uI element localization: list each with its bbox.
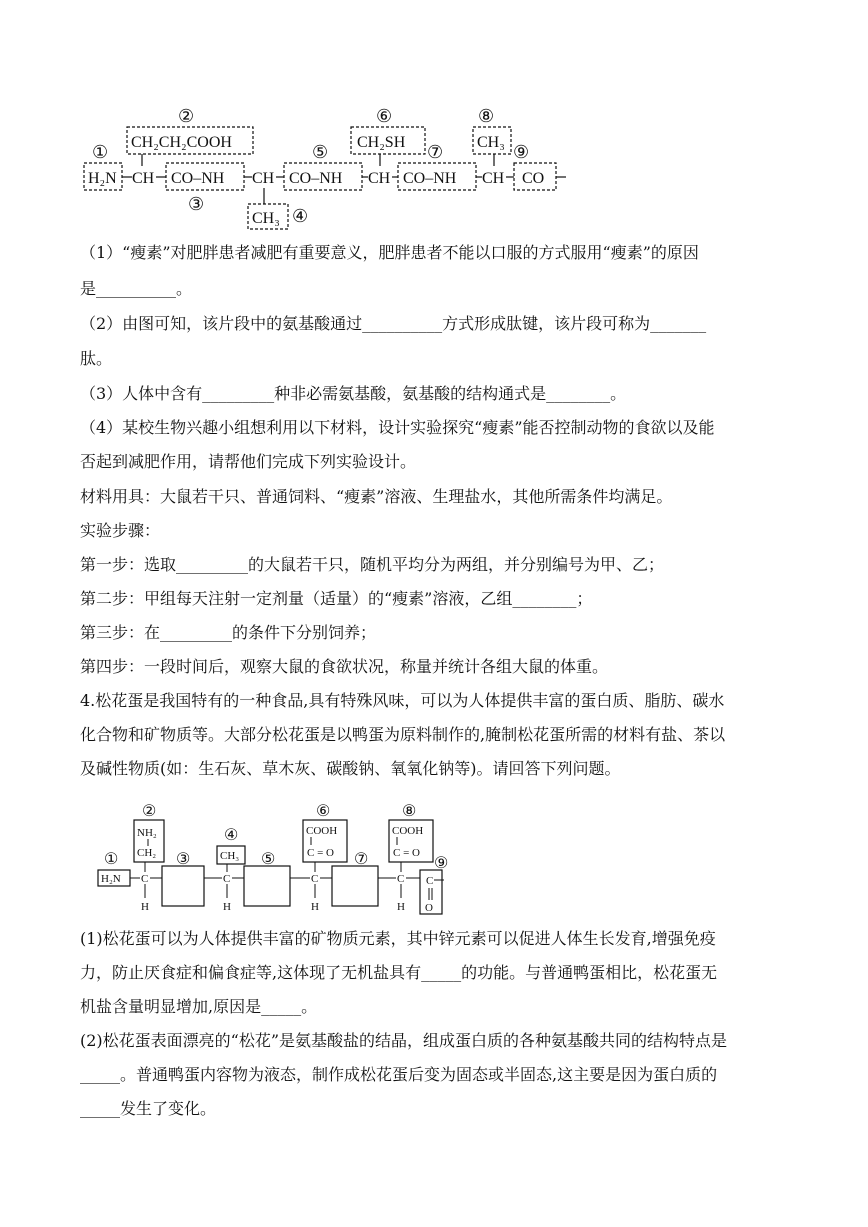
- label-4: ④: [292, 206, 309, 226]
- label-6: ⑥: [316, 803, 331, 820]
- h-4: H: [397, 901, 405, 913]
- conh-3: CO–NH: [403, 170, 457, 187]
- label-2: ②: [142, 803, 157, 820]
- box-5: [244, 866, 290, 906]
- ch-2: CH: [252, 170, 275, 187]
- h2n-text: H₂N: [88, 170, 117, 187]
- ch3-2: CH₃: [477, 134, 505, 151]
- label-9: ⑨: [513, 142, 530, 162]
- label-8: ⑧: [402, 803, 417, 820]
- h-3: H: [311, 901, 319, 913]
- text-line: _____。普通鸭蛋内容物为液态，制作成松花蛋后变为固态或半固态,这主要是因为蛋白质的: [80, 1065, 718, 1084]
- text-line: _____发生了变化。: [80, 1099, 217, 1118]
- ch2ch2cooh-text: CH₂CH₂COOH: [131, 134, 232, 151]
- text-line: 实验步骤：: [80, 521, 161, 540]
- label-3: ③: [188, 194, 205, 214]
- ch-1: CH: [132, 170, 155, 187]
- label-6: ⑥: [376, 106, 393, 126]
- c-1: C: [141, 873, 149, 885]
- label-1: ①: [104, 851, 119, 868]
- conh-1: CO–NH: [171, 170, 225, 187]
- label-7: ⑦: [354, 851, 369, 868]
- text-line: 力，防止厌食症和偏食症等,这体现了无机盐具有_____的功能。与普通鸭蛋相比，松花蛋无: [80, 963, 718, 982]
- text-line: 及碱性物质(如：生石灰、草木灰、碳酸钠、氧氧化钠等)。请回答下列问题。: [80, 759, 621, 778]
- c-4: C: [397, 873, 405, 885]
- text-line: 4.松花蛋是我国特有的一种食品,具有特殊风味，可以为人体提供丰富的蛋白质、脂肪、碳水: [80, 691, 725, 710]
- text-line: 第三步：在_________的条件下分别饲养；: [80, 623, 377, 642]
- label-8: ⑧: [478, 106, 495, 126]
- ch2-text: CH₂: [137, 847, 157, 859]
- text-line: 第一步：选取_________的大鼠若干只，随机平均分为两组，并分别编号为甲、乙；: [80, 555, 665, 574]
- ch-3: CH: [368, 170, 391, 187]
- ch2sh-text: CH₂SH: [357, 134, 406, 151]
- text-line: 化合物和矿物质等。大部分松花蛋是以鸭蛋为原料制作的,腌制松花蛋所需的材料有盐、茶以: [80, 725, 726, 744]
- label-4: ④: [224, 827, 239, 844]
- cooh-1: COOH: [306, 825, 338, 837]
- h2n-text: H₂N: [101, 873, 121, 885]
- box-7: [332, 866, 378, 906]
- box-3: [162, 866, 204, 906]
- text-line: 材料用具：大鼠若干只、普通饲料、“瘦素”溶液、生理盐水，其他所需条件均满足。: [80, 487, 673, 506]
- c-eq-o-2: C = O: [393, 847, 420, 859]
- o-text: O: [425, 902, 433, 914]
- text-line: （4）某校生物兴趣小组想利用以下材料，设计实验探究“瘦素”能否控制动物的食欲以及能: [80, 418, 715, 437]
- text-line: (1)松花蛋可以为人体提供丰富的矿物质元素，其中锌元素可以促进人体生长发育,增强免疫: [80, 929, 716, 948]
- text-line: （3）人体中含有_________种非必需氨基酸，氨基酸的结构通式是________。: [80, 384, 627, 403]
- c-5: C: [426, 875, 434, 887]
- label-9: ⑨: [434, 855, 449, 872]
- c-3: C: [311, 873, 319, 885]
- cooh-2: COOH: [392, 825, 424, 837]
- text-line: （1）“瘦素”对肥胖患者减肥有重要意义，肥胖患者不能以口服的方式服用“瘦素”的原因: [80, 243, 699, 262]
- ch3-text: CH₃: [220, 850, 240, 862]
- co-text: CO: [522, 170, 545, 187]
- nh2-text: NH₂: [137, 827, 157, 839]
- text-line: 是__________。: [80, 279, 193, 298]
- label-7: ⑦: [427, 142, 444, 162]
- text-line: 肽。: [80, 349, 113, 368]
- label-2: ②: [178, 106, 195, 126]
- label-1: ①: [92, 142, 109, 162]
- peptide-diagram-2: [90, 798, 470, 920]
- c-eq-o-1: C = O: [307, 847, 334, 859]
- conh-2: CO–NH: [289, 170, 343, 187]
- label-5: ⑤: [261, 851, 276, 868]
- h-1: H: [141, 901, 149, 913]
- text-line: 否起到减肥作用，请帮他们完成下列实验设计。: [80, 452, 417, 471]
- ch3-1: CH₃: [252, 210, 280, 227]
- text-line: 第二步：甲组每天注射一定剂量（适量）的“瘦素”溶液，乙组________；: [80, 589, 593, 608]
- ch-4: CH: [482, 170, 505, 187]
- text-line: (2)松花蛋表面漂亮的“松花”是氨基酸盐的结晶，组成蛋白质的各种氨基酸共同的结构特点是: [80, 1031, 728, 1050]
- label-5: ⑤: [312, 142, 329, 162]
- h-2: H: [223, 901, 231, 913]
- text-line: （2）由图可知，该片段中的氨基酸通过__________方式形成肽键，该片段可称为_______: [80, 314, 707, 333]
- label-3: ③: [176, 851, 191, 868]
- c-2: C: [223, 873, 231, 885]
- peptide-diagram-1: [80, 100, 580, 235]
- text-line: 第四步：一段时间后，观察大鼠的食欲状况，称量并统计各组大鼠的体重。: [80, 657, 609, 676]
- text-line: 机盐含量明显增加,原因是_____。: [80, 997, 318, 1016]
